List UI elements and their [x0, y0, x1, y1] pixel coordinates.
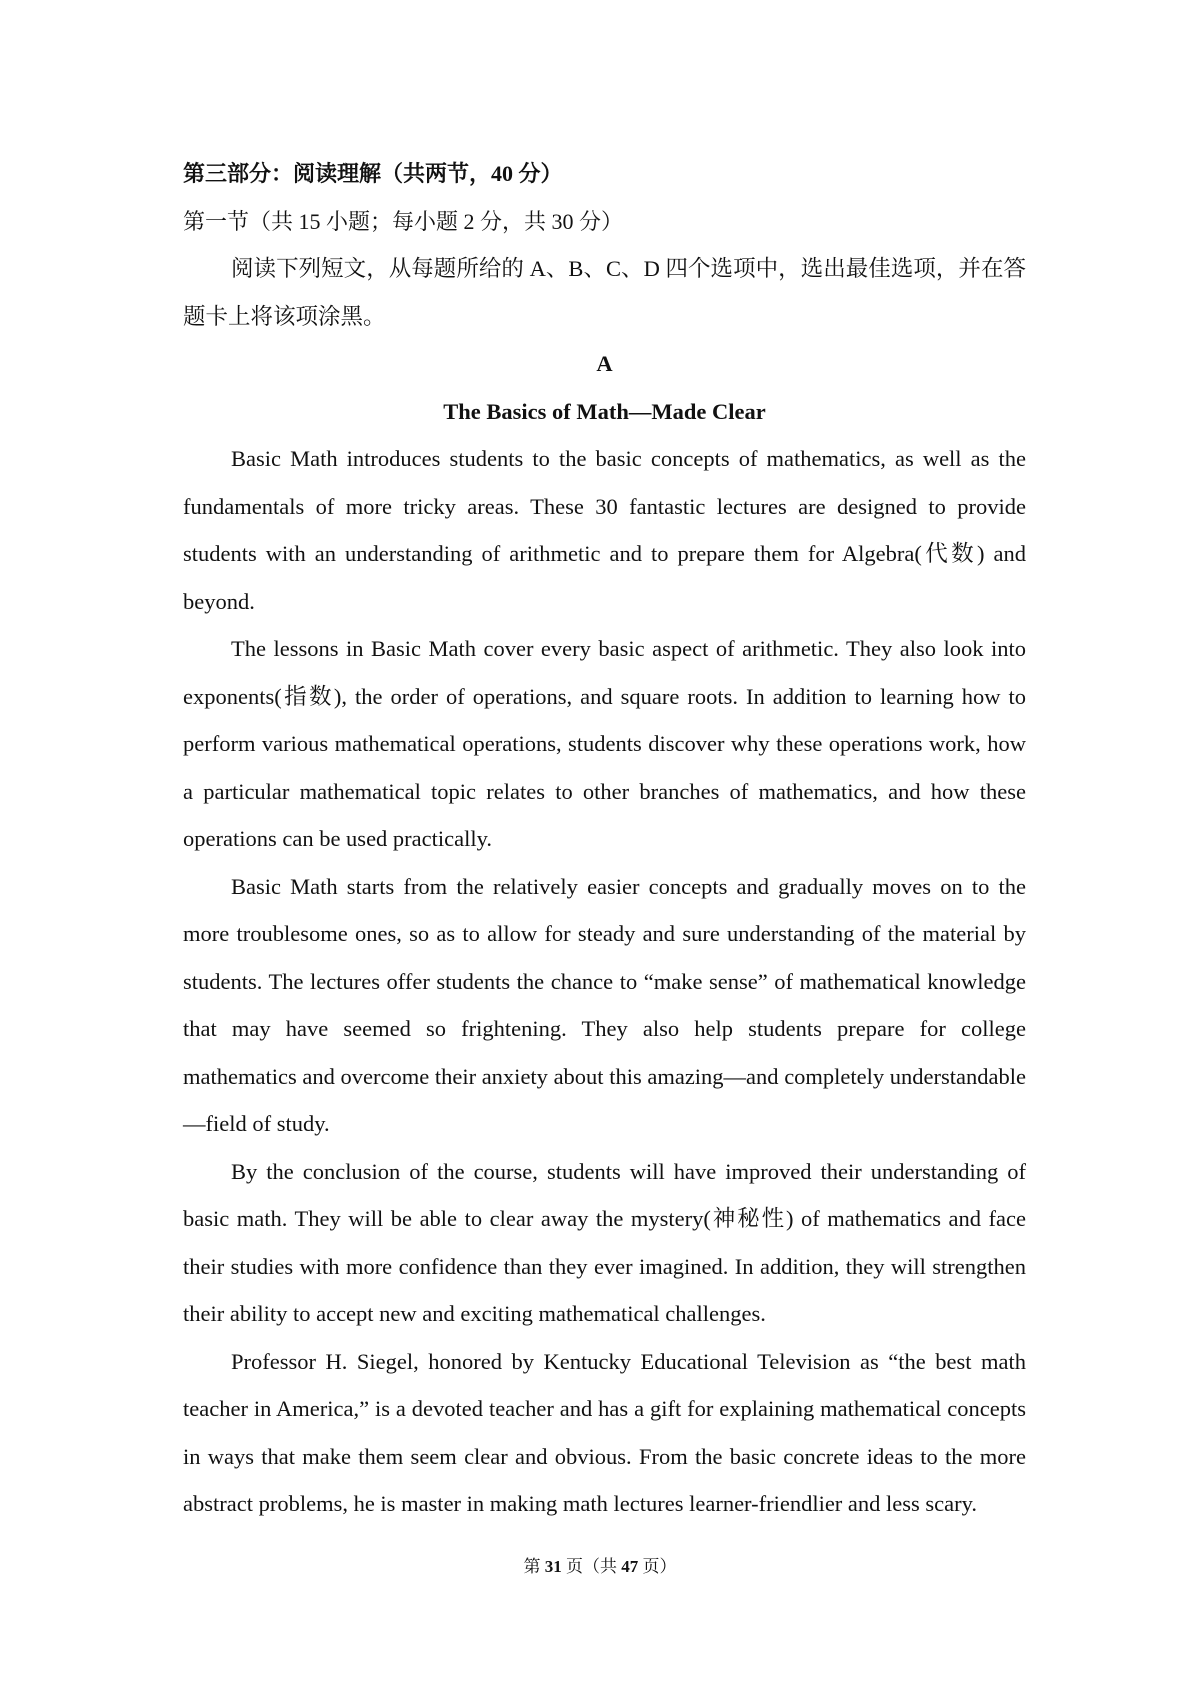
page-number-middle: 页（共 [561, 1557, 622, 1576]
section-sub-heading: 第一节（共 15 小题；每小题 2 分，共 30 分） [183, 208, 624, 234]
page-number-footer [0, 1555, 1200, 1579]
passage-paragraph: Basic Math introduces students to the basic concepts of mathematics, as well as the fundamentals of more tricky areas. These 30 fantastic lectures are designed to provide students with an understanding of arithmetic and to prepare them for Algebra(代数) and beyond. [183, 446, 1026, 614]
page-number-suffix: 页） [638, 1557, 677, 1576]
passage-letter: A [596, 351, 613, 376]
passage-paragraph: Professor H. Siegel, honored by Kentucky Educational Television as “the best math teacher in America,” is a devoted teacher and has a gift for explaining mathematical concepts in ways that make them seem clear and obvious. From the basic concrete ideas to the more abstract problems, he is master in making math lectures learner-friendlier and less scary. [183, 1348, 1026, 1516]
current-page-number: 31 [544, 1557, 562, 1576]
passage-paragraph: The lessons in Basic Math cover every basic aspect of arithmetic. They also look into exponents(指数), the order of operations, and square roots. In addition to learning how to perform various mathematical operations, students discover why these operations work, how a particular mathematical topic relates to other branches of mathematics, and how these operations can be used practically. [183, 636, 1026, 851]
passage-title: The Basics of Math—Made Clear [443, 398, 766, 424]
total-pages-number: 47 [621, 1557, 639, 1576]
section-heading: 第三部分：阅读理解（共两节，40 分） [183, 161, 563, 186]
passage-paragraph: Basic Math starts from the relatively easier concepts and gradually moves on to the more troublesome ones, so as to allow for steady and sure understanding of the material by students. The lectures offer students the chance to “make sense” of mathematical knowledge that may have seemed so frightening. They also help students prepare for college mathematics and overcome their anxiety about this amazing—and completely understandable—field of study. [183, 873, 1026, 1136]
passage-paragraph: By the conclusion of the course, students will have improved their understanding of basic math. They will be able to clear away the mystery(神秘性) of mathematics and face their studies with more confidence than they ever imagined. In addition, they will strengthen their ability to accept new and exciting mathematical challenges. [183, 1158, 1026, 1326]
document-page [183, 150, 1026, 1528]
page-number-prefix: 第 [523, 1557, 545, 1576]
instructions: 阅读下列短文，从每题所给的 A、B、C、D 四个选项中，选出最佳选项，并在答题卡上将该项涂黑。 [183, 256, 1026, 329]
